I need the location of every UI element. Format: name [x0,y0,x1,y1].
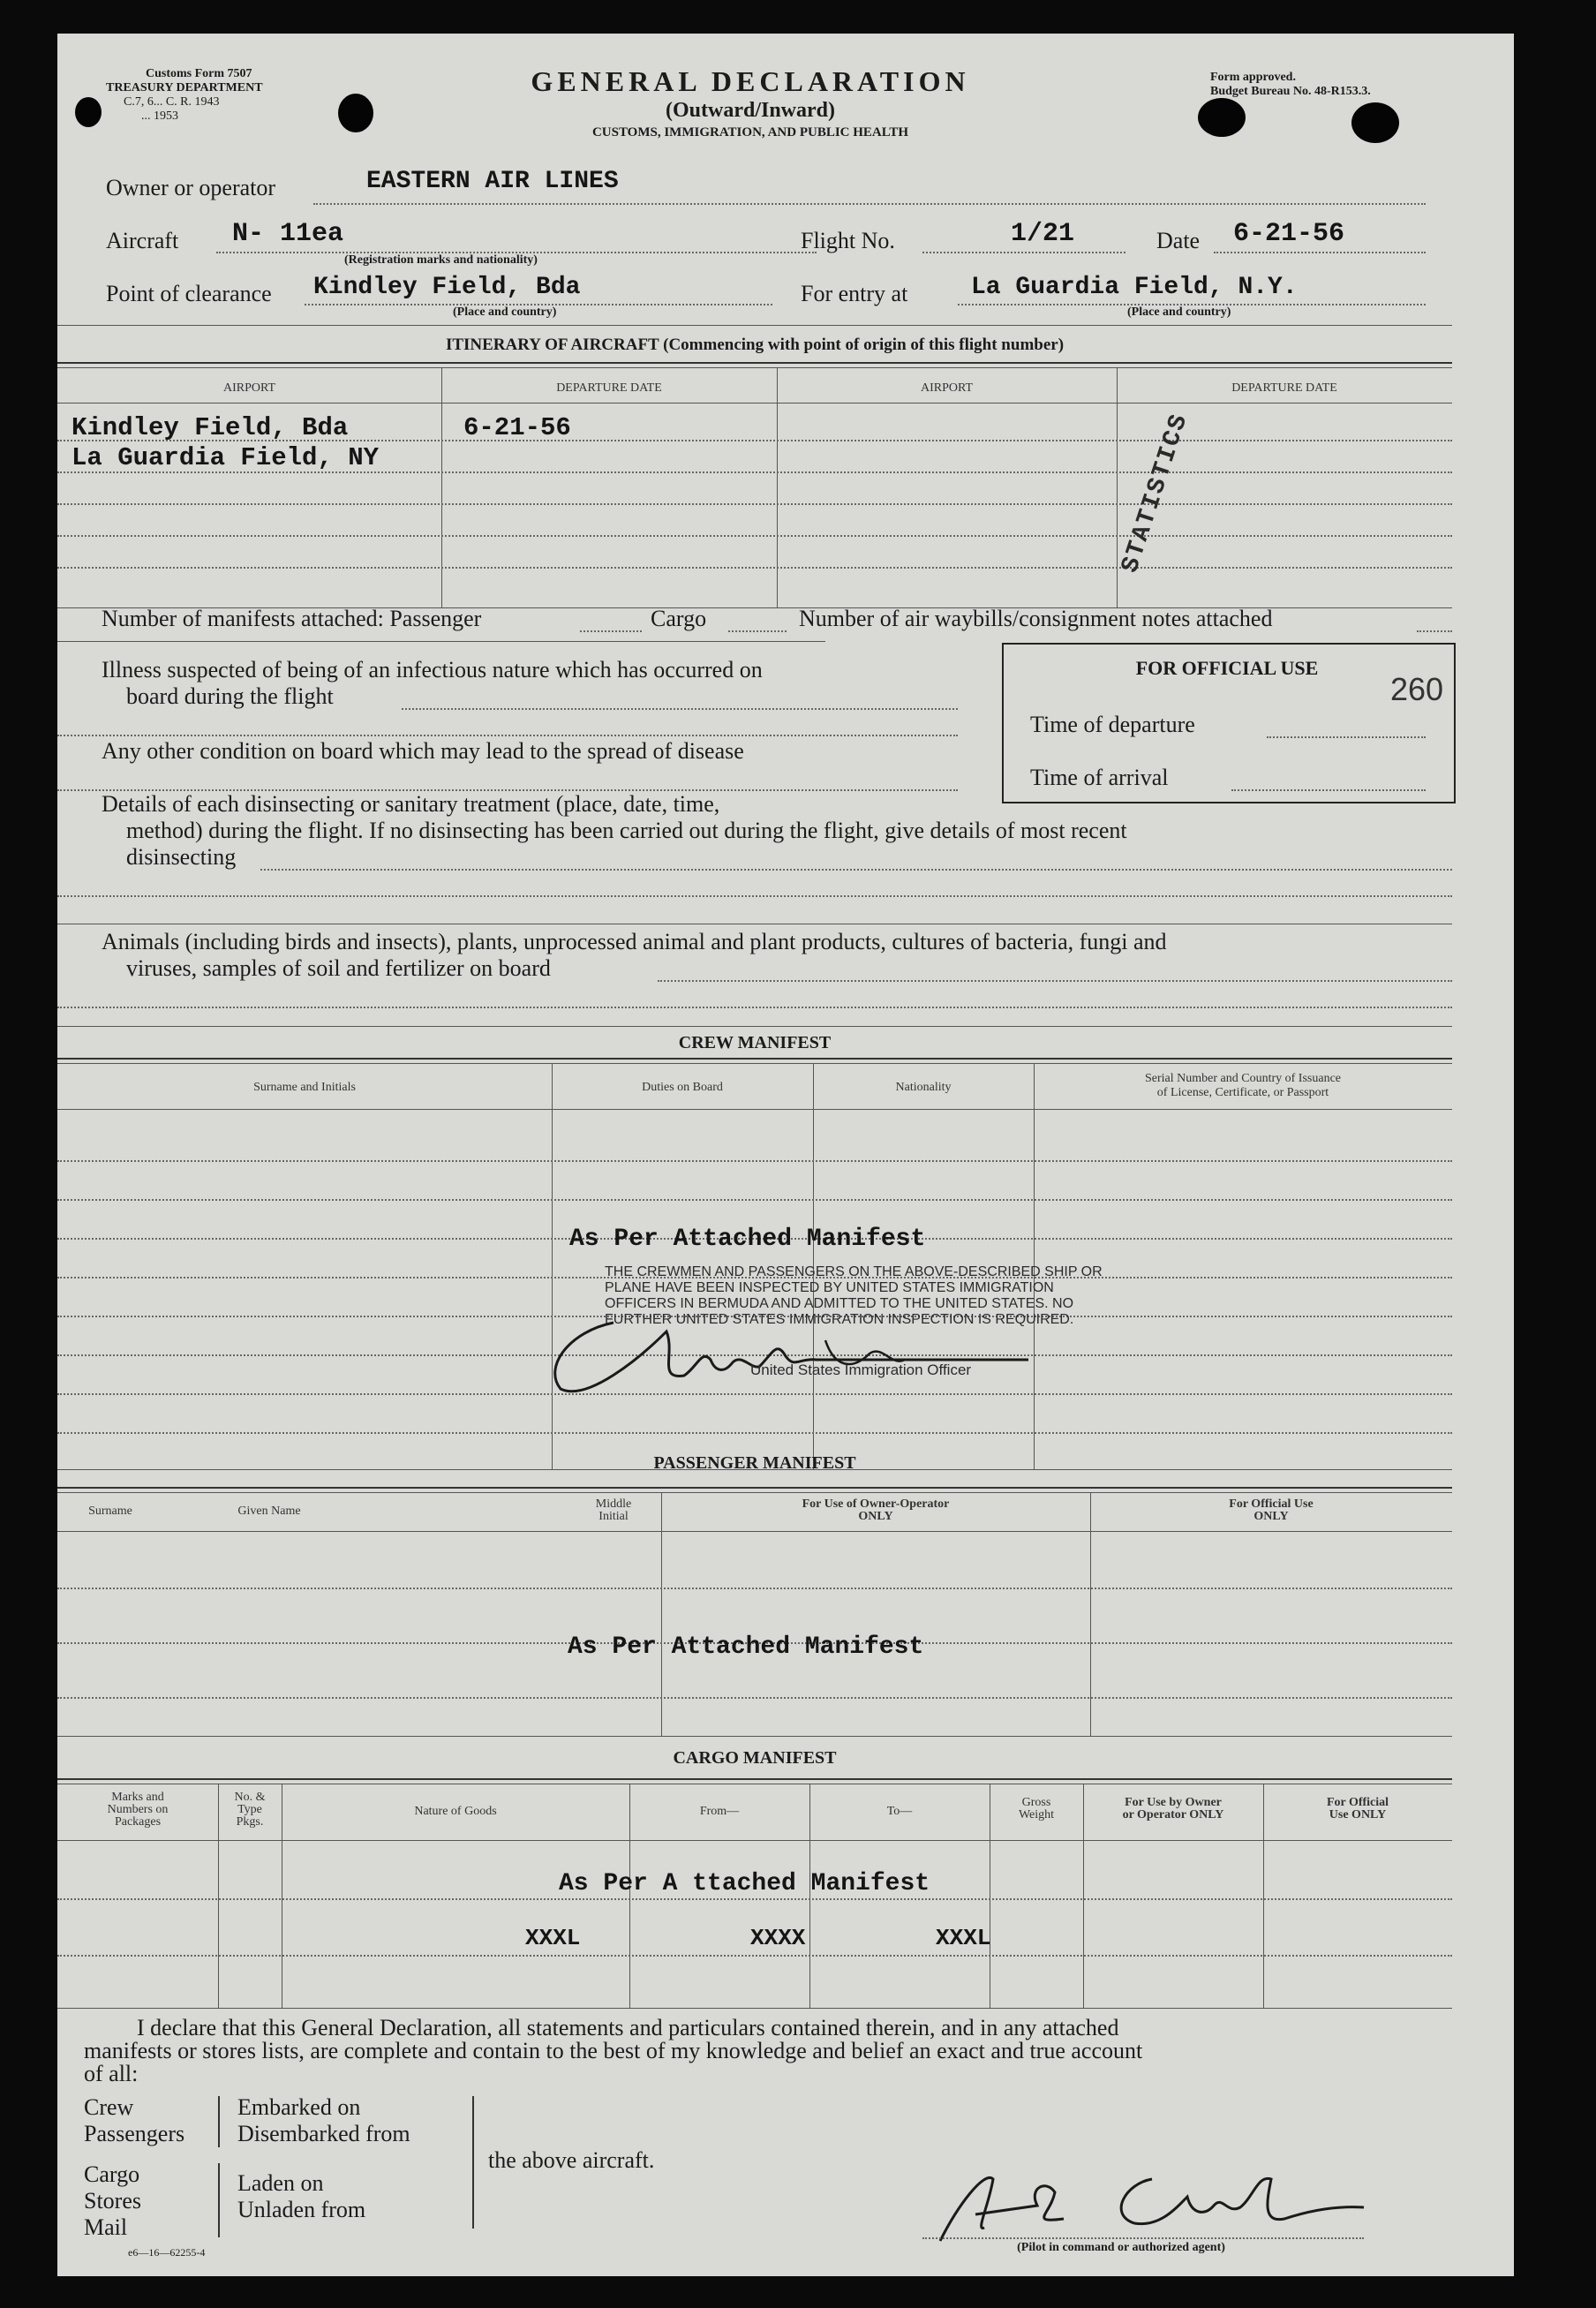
immigration-stamp-line-2: PLANE HAVE BEEN INSPECTED BY UNITED STATES IMMIGRATION [605,1280,1054,1295]
form-approved: Form approved. [1210,71,1296,84]
declaration-line-3: of all: [84,2061,139,2086]
disembarked-label: Disembarked from [237,2121,410,2146]
bracket [472,2096,474,2229]
clearance-note: (Place and country) [453,305,557,319]
crew-attached-manifest: As Per Attached Manifest [569,1226,926,1253]
form-subtitle-2: CUSTOMS, IMMIGRATION, AND PUBLIC HEALTH [591,125,909,140]
passenger-header-middle: Middle [595,1497,632,1511]
declaration-line-1: I declare that this General Declaration, all statements and particulars contained therein, and in any attached [137,2015,1119,2040]
cargo-header-owner-1: For Use by Owner [1125,1796,1222,1809]
passenger-header-official-only: ONLY [1253,1510,1289,1523]
cargo-header-pkgs-3: Pkgs. [236,1815,264,1829]
mail-label: Mail [84,2214,128,2240]
disinsecting-label-3: disinsecting [126,844,237,870]
cargo-header-pkgs-2: Type [237,1803,262,1816]
waybills-label: Number of air waybills/consignment notes attached [799,606,1273,631]
cargo-header-goods: Nature of Goods [414,1805,497,1818]
immigration-stamp-line-4: FURTHER UNITED STATES IMMIGRATION INSPECTION IS REQUIRED. [605,1312,1074,1327]
date-line [1214,252,1426,253]
cargo-header-official-2: Use ONLY [1329,1808,1387,1822]
itinerary-header-airport-1: AIRPORT [222,381,276,395]
embarked-label: Embarked on [237,2094,361,2120]
flight-label: Flight No. [801,228,895,253]
flight-line [922,252,1125,253]
cargo-mark-1: XXXL [525,1925,581,1951]
immigration-stamp-line-1: THE CREWMEN AND PASSENGERS ON THE ABOVE-DESCRIBED SHIP OR [605,1264,1103,1279]
cargo-header-official-1: For Official [1326,1796,1389,1809]
passengers-label: Passengers [84,2121,185,2146]
date-value: 6-21-56 [1233,219,1345,249]
aircraft-value: N- 11ea [232,219,344,249]
itinerary-title: ITINERARY OF AIRCRAFT (Commencing with point of origin of this flight number) [445,336,1065,354]
form-sheet [57,34,1514,2276]
revision: ... 1953 [141,109,178,123]
laden-label: Laden on [237,2170,324,2196]
passenger-header-given: Given Name [237,1505,301,1518]
cargo-mark-3: XXXL [936,1925,991,1951]
disinsecting-label-1: Details of each disinsecting or sanitary treatment (place, date, time, [102,791,720,817]
form-number: Customs Form 7507 [146,67,252,80]
crew-header-serial-1: Serial Number and Country of Issuance [1145,1072,1341,1085]
itinerary-header-airport-2: AIRPORT [920,381,974,395]
cargo-header-weight-1: Gross [1021,1796,1051,1809]
crew-header-nationality: Nationality [895,1081,952,1094]
animals-label-1: Animals (including birds and insects), plants, unprocessed animal and plant products, cultures of bacteria, fungi and [102,929,1167,954]
pilot-signature [922,2153,1381,2250]
official-use-number: 260 [1390,671,1444,707]
passenger-header-initial: Initial [598,1510,629,1523]
owner-label: Owner or operator [106,175,276,200]
entry-note: (Place and country) [1127,305,1231,319]
entry-label: For entry at [801,281,908,306]
declaration-line-2: manifests or stores lists, are complete and contain to the best of my knowledge and belief an exact and true account [84,2038,1143,2063]
stores-label: Stores [84,2188,141,2214]
passenger-header-owner-only: ONLY [858,1510,893,1523]
crew-header-serial-2: of License, Certificate, or Passport [1156,1086,1329,1099]
entry-value: La Guardia Field, N.Y. [971,274,1298,301]
date-label: Date [1156,228,1201,253]
pilot-label: (Pilot in command or authorized agent) [1017,2241,1225,2254]
clearance-label: Point of clearance [106,281,272,306]
crew-header-duties: Duties on Board [642,1081,723,1094]
form-title: GENERAL DECLARATION [531,65,970,97]
passenger-header-owner: For Use of Owner-Operator [802,1497,950,1511]
immigration-stamp-line-3: OFFICERS IN BERMUDA AND ADMITTED TO THE UNITED STATES. NO [605,1296,1074,1311]
passenger-header-official: For Official Use [1229,1497,1314,1511]
immigration-officer-signature [534,1305,1028,1402]
cargo-mark-2: XXXX [750,1925,806,1951]
time-of-departure-label: Time of departure [1030,712,1195,737]
flight-value: 1/21 [1011,219,1075,249]
owner-line [313,203,1426,205]
crew-manifest-title: CREW MANIFEST [678,1033,832,1052]
ink-blot [1351,102,1399,143]
print-code: e6—16—62255-4 [128,2246,206,2259]
unladen-label: Unladen from [237,2197,366,2222]
illness-label-2: board during the flight [126,683,334,709]
passenger-header-surname: Surname [88,1505,132,1518]
budget-bureau: Budget Bureau No. 48-R153.3. [1210,85,1371,98]
passenger-manifest-title: PASSENGER MANIFEST [653,1453,856,1473]
disinsecting-label-2: method) during the flight. If no disinsecting has been carried out during the flight, give details of most recent [126,818,1127,843]
official-use-title: FOR OFFICIAL USE [1135,657,1319,679]
above-aircraft-label: the above aircraft. [488,2147,655,2173]
passenger-attached-manifest: As Per Attached Manifest [568,1633,924,1661]
itinerary-airport-row-1: Kindley Field, Bda [72,413,349,442]
cargo-header-to: To— [886,1805,913,1818]
crew-label: Crew [84,2094,134,2120]
itinerary-header-date-2: DEPARTURE DATE [1231,381,1337,395]
itinerary-header-date-1: DEPARTURE DATE [556,381,662,395]
statistics-stamp: STATISTICS [1117,410,1194,577]
crew-header-surname: Surname and Initials [253,1081,356,1094]
regulation: C.7, 6... C. R. 1943 [124,95,220,109]
aircraft-note: (Registration marks and nationality) [344,253,538,267]
department: TREASURY DEPARTMENT [106,81,263,94]
cargo-header-from: From— [699,1805,740,1818]
cargo-manifest-title: CARGO MANIFEST [673,1748,837,1768]
cargo-header-marks-3: Packages [114,1815,162,1829]
ink-blot [338,94,373,132]
illness-label: Illness suspected of being of an infectious nature which has occurred on [102,657,763,683]
ink-blot [75,97,102,127]
cargo-label: Cargo [84,2161,140,2187]
ink-blot [1198,98,1246,137]
other-condition-label: Any other condition on board which may lead to the spread of disease [102,738,744,764]
cargo-header-weight-2: Weight [1018,1808,1055,1822]
manifests-cargo-label: Cargo [651,606,707,631]
form-subtitle: (Outward/Inward) [665,99,835,122]
clearance-value: Kindley Field, Bda [313,274,581,301]
cargo-attached-manifest: As Per A ttached Manifest [559,1870,930,1897]
immigration-officer-label: United States Immigration Officer [750,1361,972,1378]
aircraft-label: Aircraft [106,228,179,253]
cargo-header-pkgs-1: No. & [234,1791,266,1804]
itinerary-date-row-1: 6-21-56 [463,413,571,442]
animals-label-2: viruses, samples of soil and fertilizer on board [126,955,551,981]
cargo-header-marks-1: Marks and [111,1791,164,1804]
manifests-passenger-label: Number of manifests attached: Passenger [102,606,482,631]
cargo-header-owner-2: or Operator ONLY [1122,1808,1224,1822]
cargo-header-marks-2: Numbers on [107,1803,169,1816]
owner-value: EASTERN AIR LINES [366,168,619,195]
time-of-arrival-label: Time of arrival [1030,765,1169,790]
itinerary-airport-row-2: La Guardia Field, NY [72,443,380,472]
